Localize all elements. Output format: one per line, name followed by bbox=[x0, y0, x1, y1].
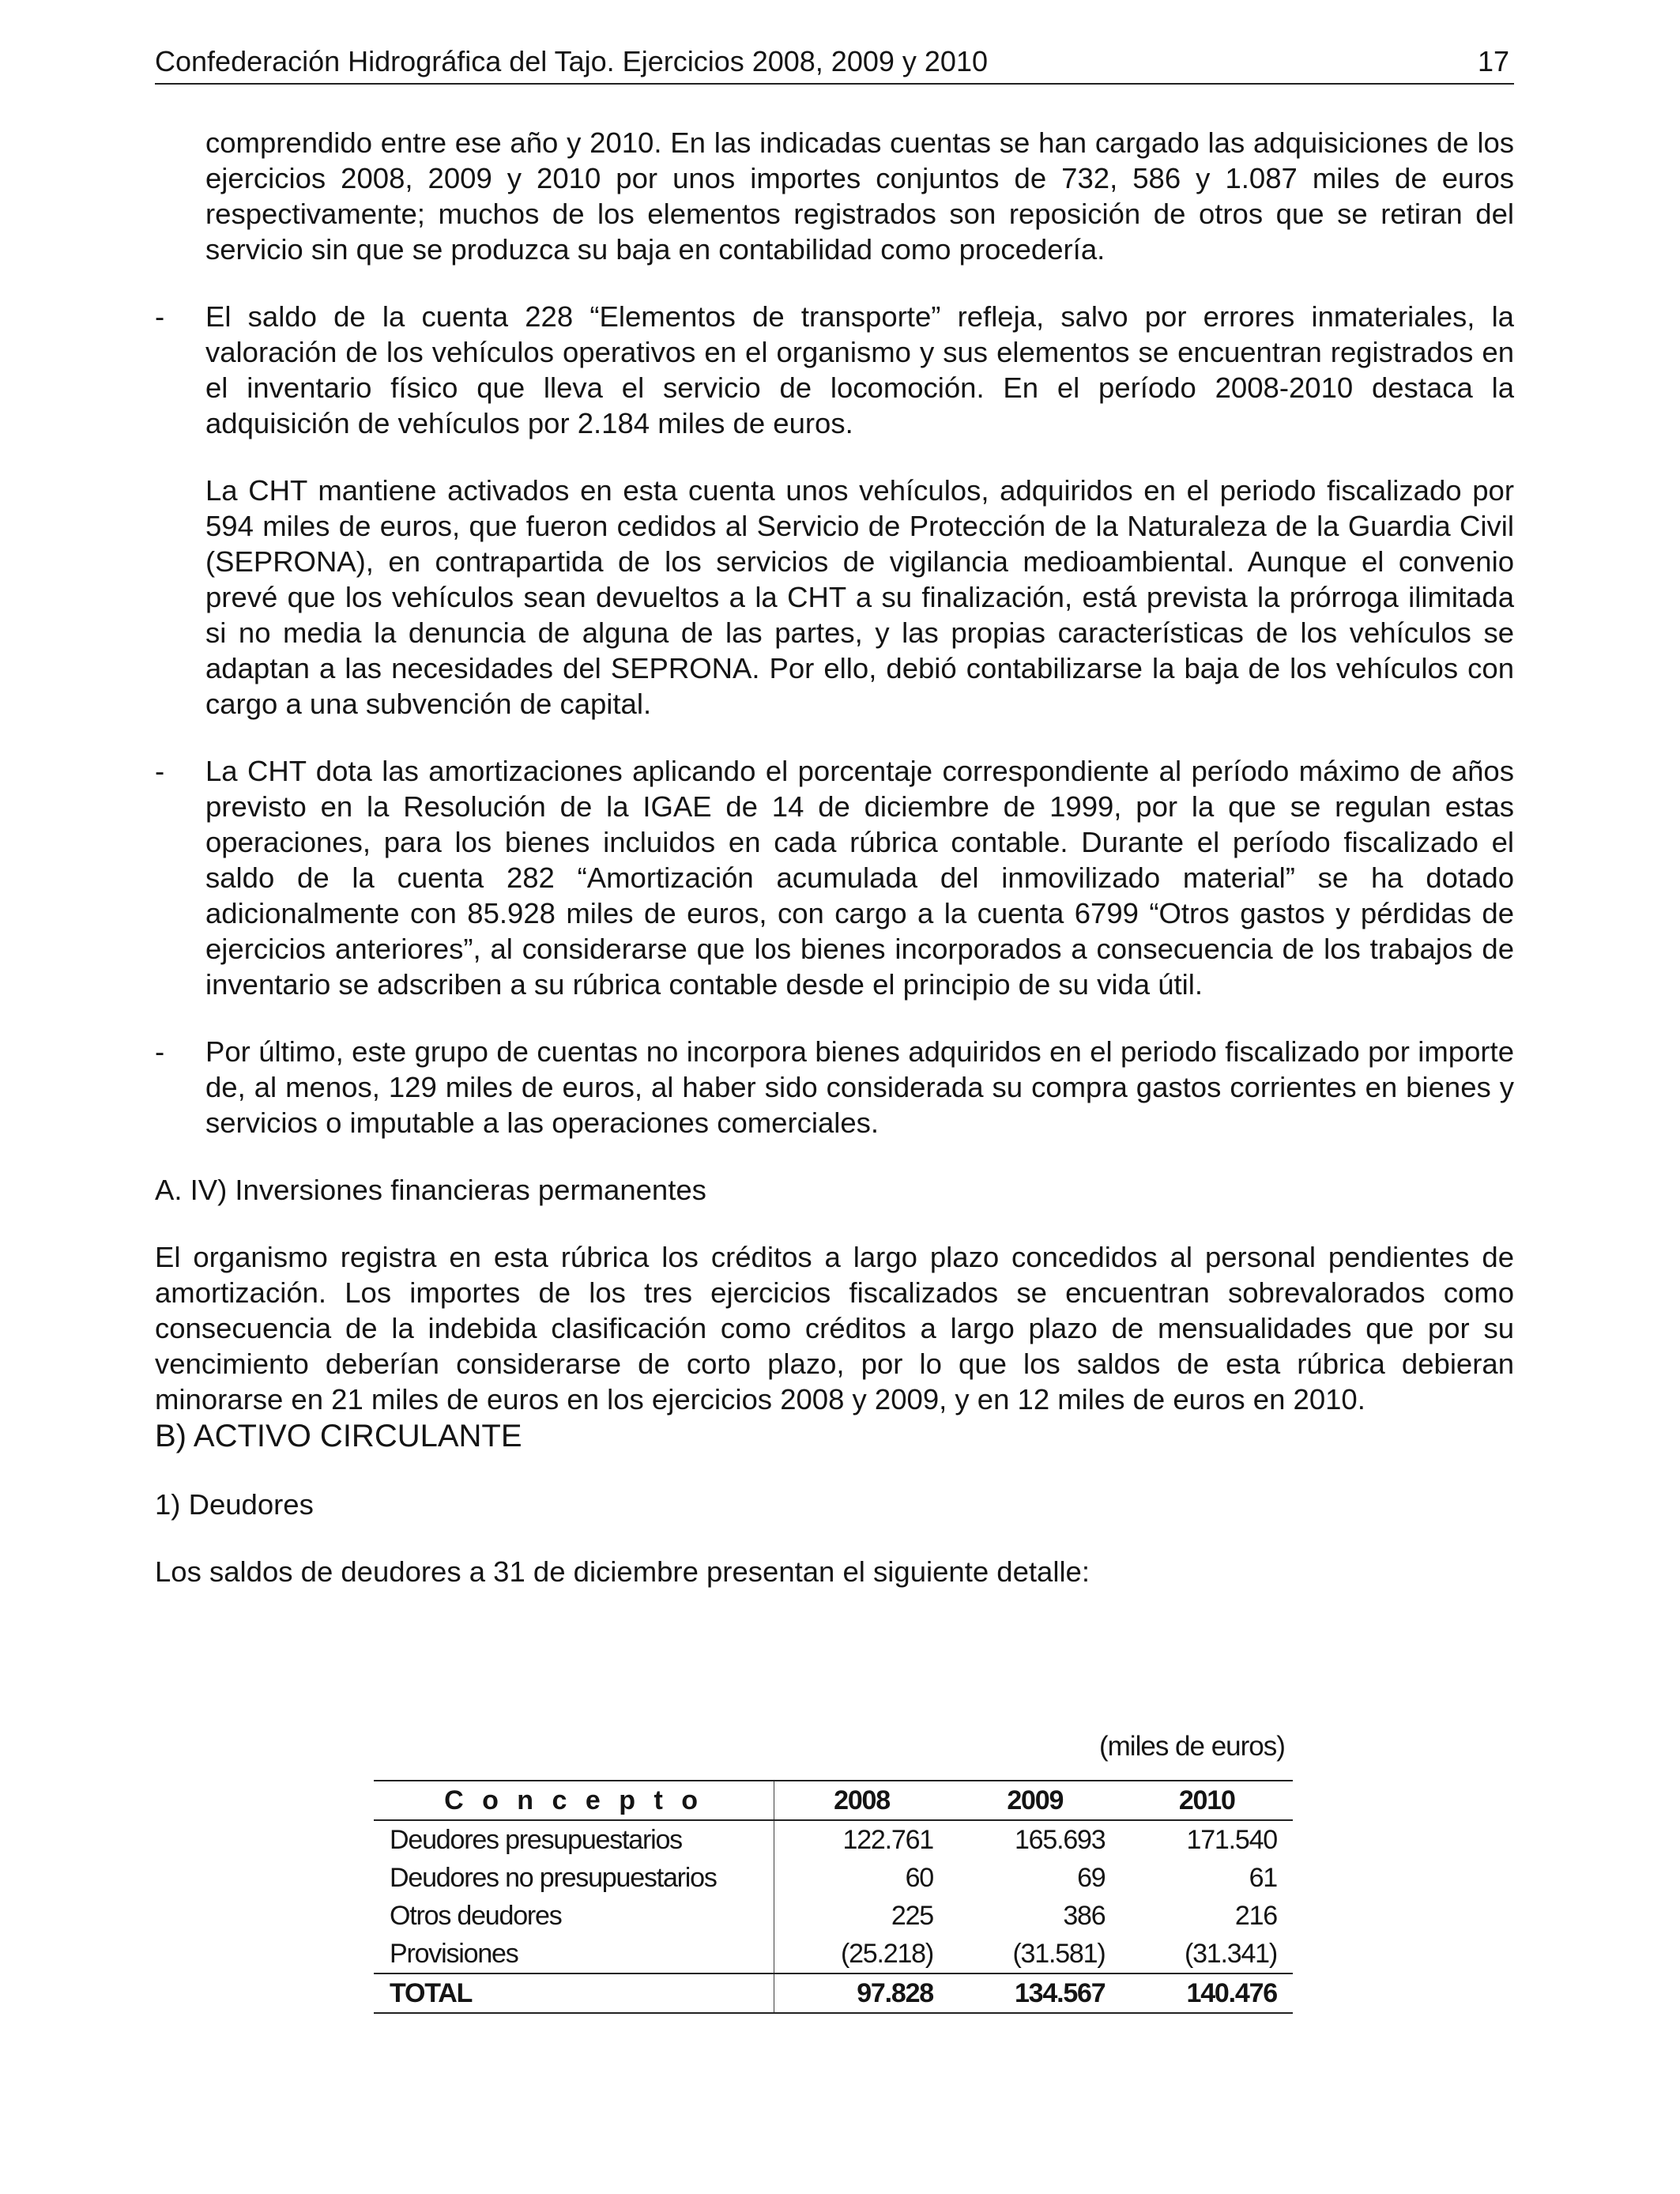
bullet-dash: - bbox=[155, 755, 165, 787]
section-heading-b: B) ACTIVO CIRCULANTE bbox=[155, 1419, 522, 1453]
cell-2009: 386 bbox=[1063, 1901, 1106, 1931]
cell-2008: 122.761 bbox=[774, 1820, 949, 1859]
header-2008: 2008 bbox=[774, 1781, 949, 1820]
debtors-table bbox=[374, 1780, 1293, 2014]
row-label: Provisiones bbox=[390, 1939, 518, 1969]
paragraph-b1: Los saldos de deudores a 31 de diciembre presentan el siguiente detalle: bbox=[155, 1555, 1090, 1588]
total-label: TOTAL bbox=[390, 1978, 473, 2008]
table-row bbox=[374, 1935, 1293, 1973]
header-2009: 2009 bbox=[1007, 1785, 1064, 1815]
bullet-text: El saldo de la cuenta 228 “Elementos de transporte” refleja, salvo por errores inmateriales, la valoración de los vehículos operativos en el organismo y sus elementos se encuentran registrados en el inventario físico que lleva el servicio de locomoción. En el período 2008-2010 destaca la adquisición de vehículos por 2.184 miles de euros. bbox=[205, 300, 1514, 439]
cell-2010: 61 bbox=[1249, 1863, 1277, 1893]
cell-2008: 60 bbox=[774, 1859, 949, 1897]
list-item bbox=[155, 299, 1514, 441]
bullet-dash: - bbox=[155, 300, 165, 333]
paragraph-intro: comprendido entre ese año y 2010. En las indicadas cuentas se han cargado las adquisiciones de los ejercicios 2008, 2009 y 2010 por unos importes conjuntos de 732, 586 y 1.087 miles de euros respectivamente; muchos de los elementos registrados son reposición de otros que se retiran del servicio sin que se produzca su baja en contabilidad como procedería. bbox=[205, 126, 1514, 266]
bullet-text: La CHT dota las amortizaciones aplicando el porcentaje correspondiente al período máximo de años previsto en la Resolución de la IGAE de 14 de diciembre de 1999, por la que se regulan estas operaciones, para los bienes incluidos en cada rúbrica contable. Durante el período fiscalizado el saldo de la cuenta 282 “Amortización acumulada del inmovilizado material” se ha dotado adicionalmente con 85.928 miles de euros, con cargo a la cuenta 6799 “Otros gastos y pérdidas de ejercicios anteriores”, al considerarse que los bienes incorporados a consecuencia de los trabajos de inventario se adscriben a su rúbrica contable desde el principio de su vida útil. bbox=[205, 755, 1514, 1001]
header-concepto: C o n c e p t o bbox=[444, 1785, 703, 1815]
section-heading-aiv: A. IV) Inversiones financieras permanentes bbox=[155, 1174, 706, 1206]
document-body bbox=[155, 125, 1514, 1589]
table-header-row bbox=[374, 1781, 1293, 1820]
total-2010: 140.476 bbox=[1186, 1978, 1277, 2008]
table-unit-label: (miles de euros) bbox=[1099, 1731, 1285, 1762]
cell-2010: 216 bbox=[1234, 1901, 1277, 1931]
cell-2008: (25.218) bbox=[774, 1935, 949, 1973]
row-label: Deudores no presupuestarios bbox=[390, 1863, 717, 1893]
bullet-dash: - bbox=[155, 1035, 165, 1068]
table-row bbox=[374, 1859, 1293, 1897]
cell-2009: 69 bbox=[1077, 1863, 1106, 1893]
cell-2009: (31.581) bbox=[1012, 1939, 1106, 1969]
paragraph-aiv: El organismo registra en esta rúbrica los créditos a largo plazo concedidos al personal pendientes de amortización. Los importes de los tres ejercicios fiscalizados se encuentran sobrevalorados como consecuencia de la indebida clasificación como créditos a largo plazo de mensualidades que por su vencimiento deberían considerarse de corto plazo, por lo que los saldos de esta rúbrica debieran minorarse en 21 miles de euros en los ejercicios 2008 y 2009, y en 12 miles de euros en 2010. bbox=[155, 1241, 1514, 1416]
table-row bbox=[374, 1820, 1293, 1859]
list-item bbox=[155, 753, 1514, 1002]
header-title: Confederación Hidrográfica del Tajo. Ejercicios 2008, 2009 y 2010 bbox=[155, 45, 988, 77]
bullet-continuation: La CHT mantiene activados en esta cuenta unos vehículos, adquiridos en el periodo fiscalizado por 594 miles de euros, que fueron cedidos al Servicio de Protección de la Naturaleza de la Guardia Civil (SEPRONA), en contrapartida de los servicios de vigilancia medioambiental. Aunque el convenio prevé que los vehículos sean devueltos a la CHT a su finalización, está prevista la prórroga ilimitada si no media la denuncia de alguna de las partes, y las propias características de los vehículos se adaptan a las necesidades del SEPRONA. Por ello, debió contabilizarse la baja de los vehículos con cargo a una subvención de capital. bbox=[205, 474, 1514, 720]
cell-2010: 171.540 bbox=[1186, 1825, 1277, 1855]
cell-2009: 165.693 bbox=[1014, 1825, 1106, 1855]
page-header bbox=[155, 47, 1514, 85]
total-2008: 97.828 bbox=[774, 1973, 949, 2013]
section-heading-b1: 1) Deudores bbox=[155, 1488, 314, 1521]
cell-2010: (31.341) bbox=[1184, 1939, 1277, 1969]
row-label: Deudores presupuestarios bbox=[390, 1825, 682, 1855]
table-total-row bbox=[374, 1973, 1293, 2013]
row-label: Otros deudores bbox=[390, 1901, 562, 1931]
page-number: 17 bbox=[1477, 45, 1509, 77]
cell-2008: 225 bbox=[774, 1897, 949, 1935]
list-item bbox=[155, 1034, 1514, 1140]
table-row bbox=[374, 1897, 1293, 1935]
bullet-text: Por último, este grupo de cuentas no incorpora bienes adquiridos en el periodo fiscalizado por importe de, al menos, 129 miles de euros, al haber sido considerada su compra gastos corrientes en bienes y servicios o imputable a las operaciones comerciales. bbox=[205, 1035, 1514, 1139]
header-2010: 2010 bbox=[1178, 1785, 1235, 1815]
total-2009: 134.567 bbox=[1014, 1978, 1106, 2008]
